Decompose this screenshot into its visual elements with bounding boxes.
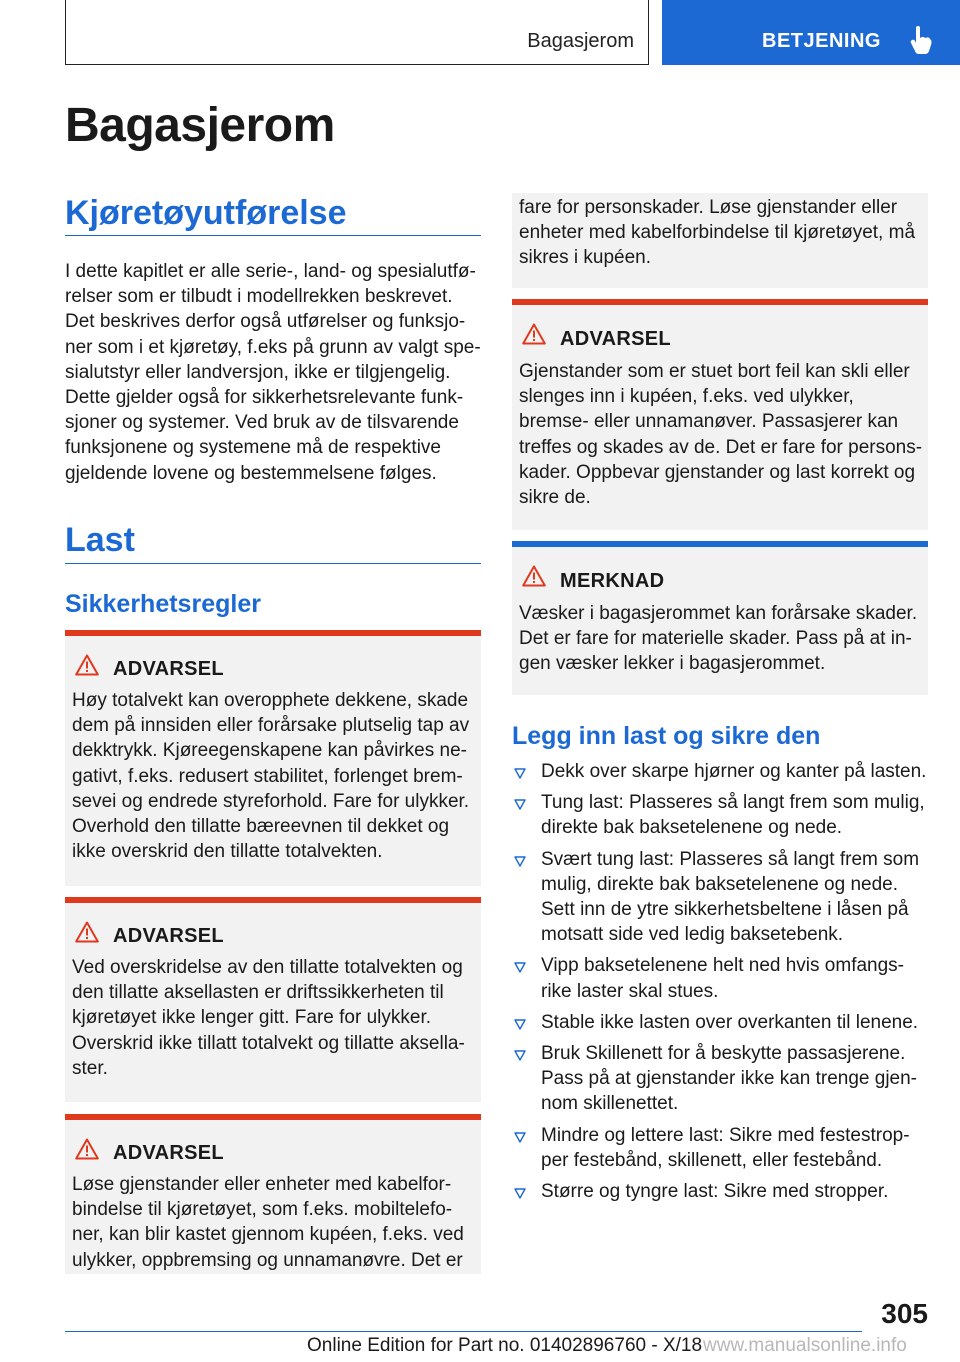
warning-title: ADVARSEL bbox=[560, 328, 671, 350]
warning-box bbox=[65, 630, 481, 886]
warning-bar bbox=[65, 630, 481, 636]
text-line: kader. Oppbevar gjenstander og last korrekt og bbox=[519, 461, 916, 483]
heading-load: Last bbox=[65, 521, 135, 559]
text-line: direkte bak baksetelenene og nede. bbox=[541, 817, 843, 839]
text-line: Tung last: Plasseres så langt frem som mulig, bbox=[541, 792, 925, 814]
list-arrow-icon bbox=[514, 1019, 526, 1030]
warning-title: ADVARSEL bbox=[113, 925, 224, 947]
text-line: mulig, direkte bak baksetelenene og nede. bbox=[541, 873, 899, 895]
text-line: ikke overskrid den tillatte totalvekten. bbox=[72, 841, 383, 863]
text-line: dekktrykk. Kjøreegenskapene kan påvirkes ne- bbox=[72, 740, 467, 762]
warning-triangle-icon bbox=[75, 654, 99, 676]
list-arrow-icon bbox=[514, 1188, 526, 1199]
header-section-label: Bagasjerom bbox=[527, 30, 634, 52]
list-arrow-icon bbox=[514, 1132, 526, 1143]
text-line: ner som i et kjøretøy, f.eks på grunn av valgt spe- bbox=[65, 336, 481, 358]
list-item bbox=[512, 759, 928, 784]
text-line: rike laster skal stues. bbox=[541, 980, 719, 1002]
text-line: Vipp baksetelenene helt ned hvis omfangs- bbox=[541, 955, 905, 977]
text-line: ner, kan blir kastet gjennom kupéen, f.eks. ved bbox=[72, 1224, 464, 1246]
text-line: gen væsker lekker i bagasjerommet. bbox=[519, 653, 826, 675]
list-item bbox=[512, 1179, 928, 1204]
footer-site-watermark: www.manualsonline.info bbox=[703, 1335, 907, 1356]
text-line: sialutstyr eller landversjon, ikke er tilgjengelig. bbox=[65, 361, 451, 383]
text-line: bremse- eller unnamanøver. Passasjerer kan bbox=[519, 411, 899, 433]
text-line: funksjonene og systemene må de respektive bbox=[65, 437, 441, 459]
list-arrow-icon bbox=[514, 768, 526, 779]
warning-title: ADVARSEL bbox=[113, 658, 224, 680]
text-line: motsatt side ved ledig baksetebenk. bbox=[541, 924, 844, 946]
header-chapter-tab bbox=[662, 0, 960, 65]
warning-text bbox=[519, 195, 924, 271]
text-line: Pass på at gjenstander ikke kan trenge gjen- bbox=[541, 1068, 918, 1090]
warning-box bbox=[65, 897, 481, 1102]
text-line: Overskrid ikke tillatt totalvekt og tillatte aksella- bbox=[72, 1032, 465, 1054]
instruction-list bbox=[512, 759, 928, 1204]
list-item bbox=[512, 790, 928, 840]
intro-paragraph bbox=[65, 259, 481, 486]
list-item bbox=[512, 1010, 928, 1035]
text-line: treffes og skades av de. Det er fare for persons- bbox=[519, 436, 923, 458]
footer-edition-text: Online Edition for Part no. 01402896760 - X/18 bbox=[307, 1335, 703, 1356]
list-arrow-icon bbox=[514, 1050, 526, 1061]
notice-title: MERKNAD bbox=[560, 570, 665, 592]
text-line: sjoner og systemer. Ved bruk av de tilsvarende bbox=[65, 412, 459, 434]
notice-box bbox=[512, 541, 928, 695]
text-line: gativt, f.eks. redusert stabilitet, forlenget brem- bbox=[72, 765, 463, 787]
text-line: fare for personskader. Løse gjenstander eller bbox=[519, 197, 898, 218]
text-line: kjøretøyet ikke lenger gitt. Fare for ulykker. bbox=[72, 1007, 432, 1029]
warning-box-continued bbox=[512, 193, 928, 288]
list-arrow-icon bbox=[514, 856, 526, 867]
text-line: Dette gjelder også for sikkerhetsrelevante funk- bbox=[65, 387, 464, 409]
text-line: Gjenstander som er stuet bort feil kan skli eller bbox=[519, 361, 910, 382]
text-line: Mindre og lettere last: Sikre med festestrop- bbox=[541, 1124, 910, 1146]
text-line: Bruk Skillenett for å beskytte passasjerene. bbox=[541, 1043, 906, 1065]
text-line: per festebånd, skillenett, eller festebånd. bbox=[541, 1149, 883, 1171]
text-line: Væsker i bagasjerommet kan forårsake skader. bbox=[519, 603, 918, 624]
warning-text bbox=[72, 688, 477, 864]
text-line: ulykker, oppbremsing og unnamanøvre. Det er bbox=[72, 1249, 463, 1271]
warning-text bbox=[72, 955, 477, 1081]
header-chapter-label: BETJENING bbox=[762, 30, 881, 52]
header-section-tab bbox=[65, 0, 649, 65]
warning-triangle-icon bbox=[522, 565, 546, 587]
warning-triangle-icon bbox=[522, 323, 546, 345]
footer-rule bbox=[65, 1331, 862, 1332]
text-line: Større og tyngre last: Sikre med stropper. bbox=[541, 1181, 889, 1203]
text-line: gjeldende lovene og bestemmelsene følges. bbox=[65, 462, 437, 484]
warning-box bbox=[65, 1114, 481, 1274]
heading-rule bbox=[65, 235, 481, 236]
page-number: 305 bbox=[881, 1298, 928, 1329]
text-line: sikres i kupéen. bbox=[519, 247, 652, 269]
heading-rule bbox=[65, 563, 481, 564]
text-line: bindelse til kjøretøyet, som f.eks. mobiltelefo- bbox=[72, 1199, 453, 1221]
text-line: Dekk over skarpe hjørner og kanter på lasten. bbox=[541, 761, 927, 782]
text-line: Høy totalvekt kan overopphete dekkene, skade bbox=[72, 690, 469, 711]
text-line: Overhold den tillatte bæreevnen til dekket og bbox=[72, 816, 450, 838]
notice-bar bbox=[512, 541, 928, 547]
text-line: Stable ikke lasten over overkanten til lenene. bbox=[541, 1011, 919, 1033]
warning-bar bbox=[512, 299, 928, 305]
heading-vehicle-equipment: Kjøretøyutførelse bbox=[65, 194, 347, 232]
notice-text bbox=[519, 601, 924, 677]
pointing-hand-icon bbox=[910, 26, 932, 54]
list-item bbox=[512, 1041, 928, 1117]
text-line: ster. bbox=[72, 1057, 108, 1079]
text-line: nom skillenettet. bbox=[541, 1093, 679, 1115]
warning-triangle-icon bbox=[75, 921, 99, 943]
footer-edition bbox=[307, 1335, 907, 1357]
text-line: Det er fare for materielle skader. Pass på at in- bbox=[519, 628, 912, 650]
warning-title: ADVARSEL bbox=[113, 1142, 224, 1164]
warning-text bbox=[72, 1172, 477, 1273]
text-line: Det beskrives derfor også utførelser og funksjo- bbox=[65, 311, 466, 333]
warning-bar bbox=[65, 1114, 481, 1120]
text-line: sikre de. bbox=[519, 487, 591, 509]
warning-bar bbox=[65, 897, 481, 903]
page-title: Bagasjerom bbox=[65, 99, 335, 152]
text-line: Svært tung last: Plasseres så langt frem som bbox=[541, 848, 920, 870]
list-arrow-icon bbox=[514, 962, 526, 973]
text-line: enheter med kabelforbindelse til kjøretøyet, må bbox=[519, 222, 916, 244]
text-line: I dette kapitlet er alle serie-, land- og spesialutfø- bbox=[65, 261, 476, 282]
text-line: Løse gjenstander eller enheter med kabelfor- bbox=[72, 1174, 452, 1195]
text-line: Sett inn de ytre sikkerhetsbeltene i låsen på bbox=[541, 899, 909, 921]
list-item bbox=[512, 1123, 928, 1173]
text-line: Ved overskridelse av den tillatte totalvekten og bbox=[72, 957, 463, 978]
text-line: sevei og endrede styreforhold. Fare for ulykker. bbox=[72, 790, 470, 812]
list-item bbox=[512, 953, 928, 1003]
warning-triangle-icon bbox=[75, 1138, 99, 1160]
heading-safety-rules: Sikkerhetsregler bbox=[65, 590, 261, 618]
text-line: den tillatte aksellasten er driftssikkerheten til bbox=[72, 982, 444, 1004]
list-item bbox=[512, 847, 928, 948]
warning-box bbox=[512, 299, 928, 530]
warning-text bbox=[519, 359, 924, 510]
text-line: dem på innsiden eller forårsake plutselig tap av bbox=[72, 715, 470, 737]
text-line: slenges inn i kupéen, f.eks. ved ulykker, bbox=[519, 386, 854, 408]
list-arrow-icon bbox=[514, 799, 526, 810]
text-line: relser som er tilbudt i modellrekken beskrevet. bbox=[65, 286, 453, 308]
heading-load-and-secure: Legg inn last og sikre den bbox=[512, 722, 821, 750]
